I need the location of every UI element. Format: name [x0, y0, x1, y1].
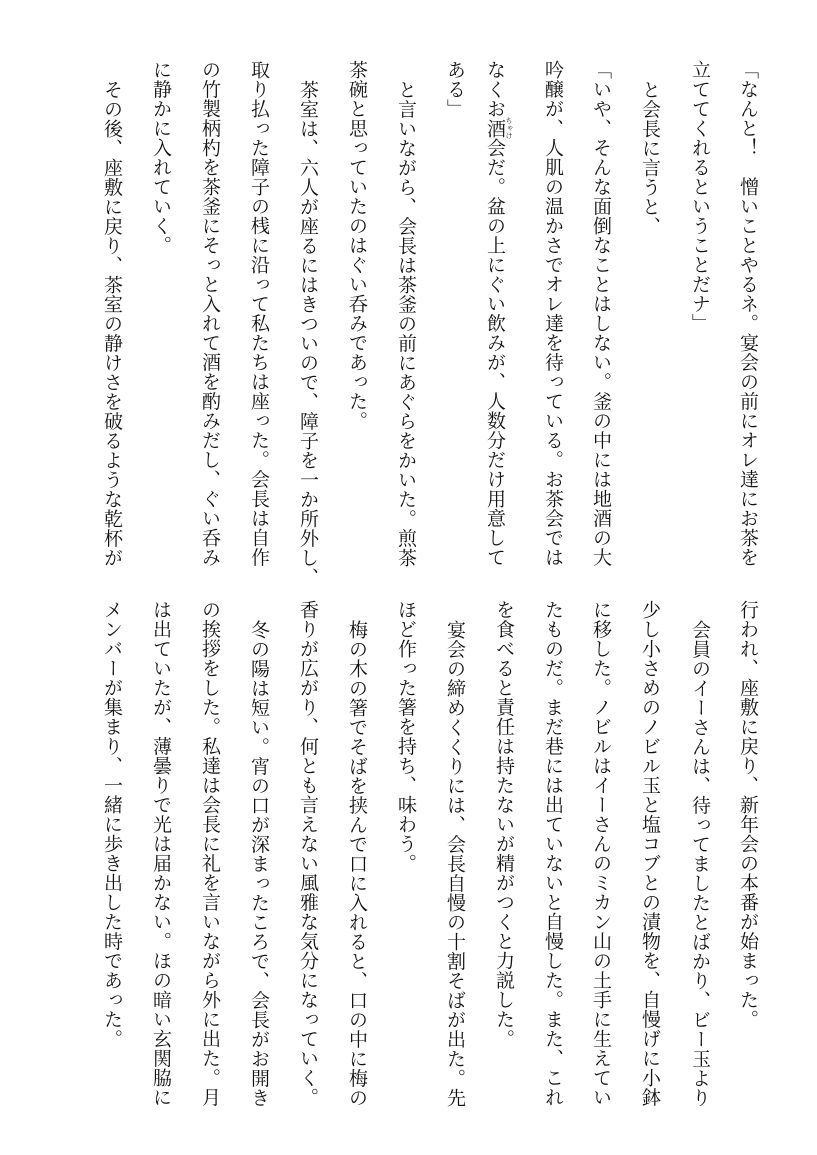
text-column: 梅の木の箸でそばを挟んで口に入れると、口の中に梅の — [346, 620, 368, 1108]
text-column: に移した。ノビルはイーさんのミカン山の土手に生えてい — [590, 600, 612, 1107]
text-column: と言いながら、会長は茶釜の前にあぐらをかいた。煎茶 — [395, 80, 417, 568]
text-column: 立ててくれるということだナ」 — [689, 60, 711, 333]
text-column: 茶碗と思っていたのはぐい呑みであった。 — [346, 60, 368, 431]
text-column: と会長に言うと、 — [639, 80, 661, 236]
text-column: 香りが広がり、何とも言えない風雅な気分になっていく。 — [297, 600, 319, 1107]
text-column: の挨拶をした。私達は会長に礼を言いながら外に出た。月 — [199, 600, 221, 1107]
text-column: 茶室は、六人が座るにはきついので、障子を一か所外し、 — [297, 80, 319, 587]
text-column: の竹製柄杓を茶釜にそっと入れて酒を酌みだし、ぐい呑み — [199, 60, 221, 567]
text-column: ある」 — [444, 60, 466, 119]
text-column: 吟醸が、人肌の温かさでオレ達を待っている。お茶会では — [542, 60, 564, 567]
text-column: 宴会の締めくくりには、会長自慢の十割そばが出た。先 — [444, 620, 466, 1108]
text-segment: なくお — [484, 60, 506, 119]
text-column: 少し小さめのノビル玉と塩コブとの漬物を、自慢げに小鉢 — [639, 600, 661, 1107]
text-column: は出ていたが、薄曇りで光は届かない。ほの暗い玄関脇に — [150, 600, 172, 1107]
text-column: メンバーが集まり、一緒に歩き出した時であった。 — [101, 600, 123, 1049]
ruby-annotation — [484, 117, 513, 140]
text-column: 取り払った障子の桟に沿って私たちは座った。会長は自作 — [248, 60, 270, 567]
text-segment: 会だ。盆の上にぐい飲みが、人数分だけ用意して — [484, 138, 506, 567]
text-column: その後、座敷に戻り、茶室の静けさを破るような乾杯が — [101, 80, 123, 568]
text-column-with-ruby — [484, 60, 513, 567]
text-column: に静かに入れていく。 — [150, 60, 172, 255]
text-column: ほど作った箸を持ち、味わう。 — [395, 600, 417, 873]
ruby-reading: ちゃけ — [505, 117, 513, 140]
text-column: 冬の陽は短い。宵の口が深まったころで、会長がお開き — [248, 620, 270, 1108]
text-column: を食べると責任は持たないが精がつくと力説した。 — [493, 600, 515, 1049]
text-column: 会員のイーさんは、待ってましたとばかり、ビー玉より — [689, 620, 711, 1108]
text-column: 「いや、そんな面倒なことはしない。釜の中には地酒の大 — [590, 60, 612, 567]
text-column: たものだ。まだ巷には出ていないと自慢した。また、これ — [542, 600, 564, 1107]
ruby-base: 酒 — [484, 117, 506, 140]
text-column: 行われ、座敷に戻り、新年会の本番が始まった。 — [737, 600, 759, 1029]
text-column: 「なんと！ 憎いことやるネ。宴会の前にオレ達にお茶を — [737, 60, 759, 567]
